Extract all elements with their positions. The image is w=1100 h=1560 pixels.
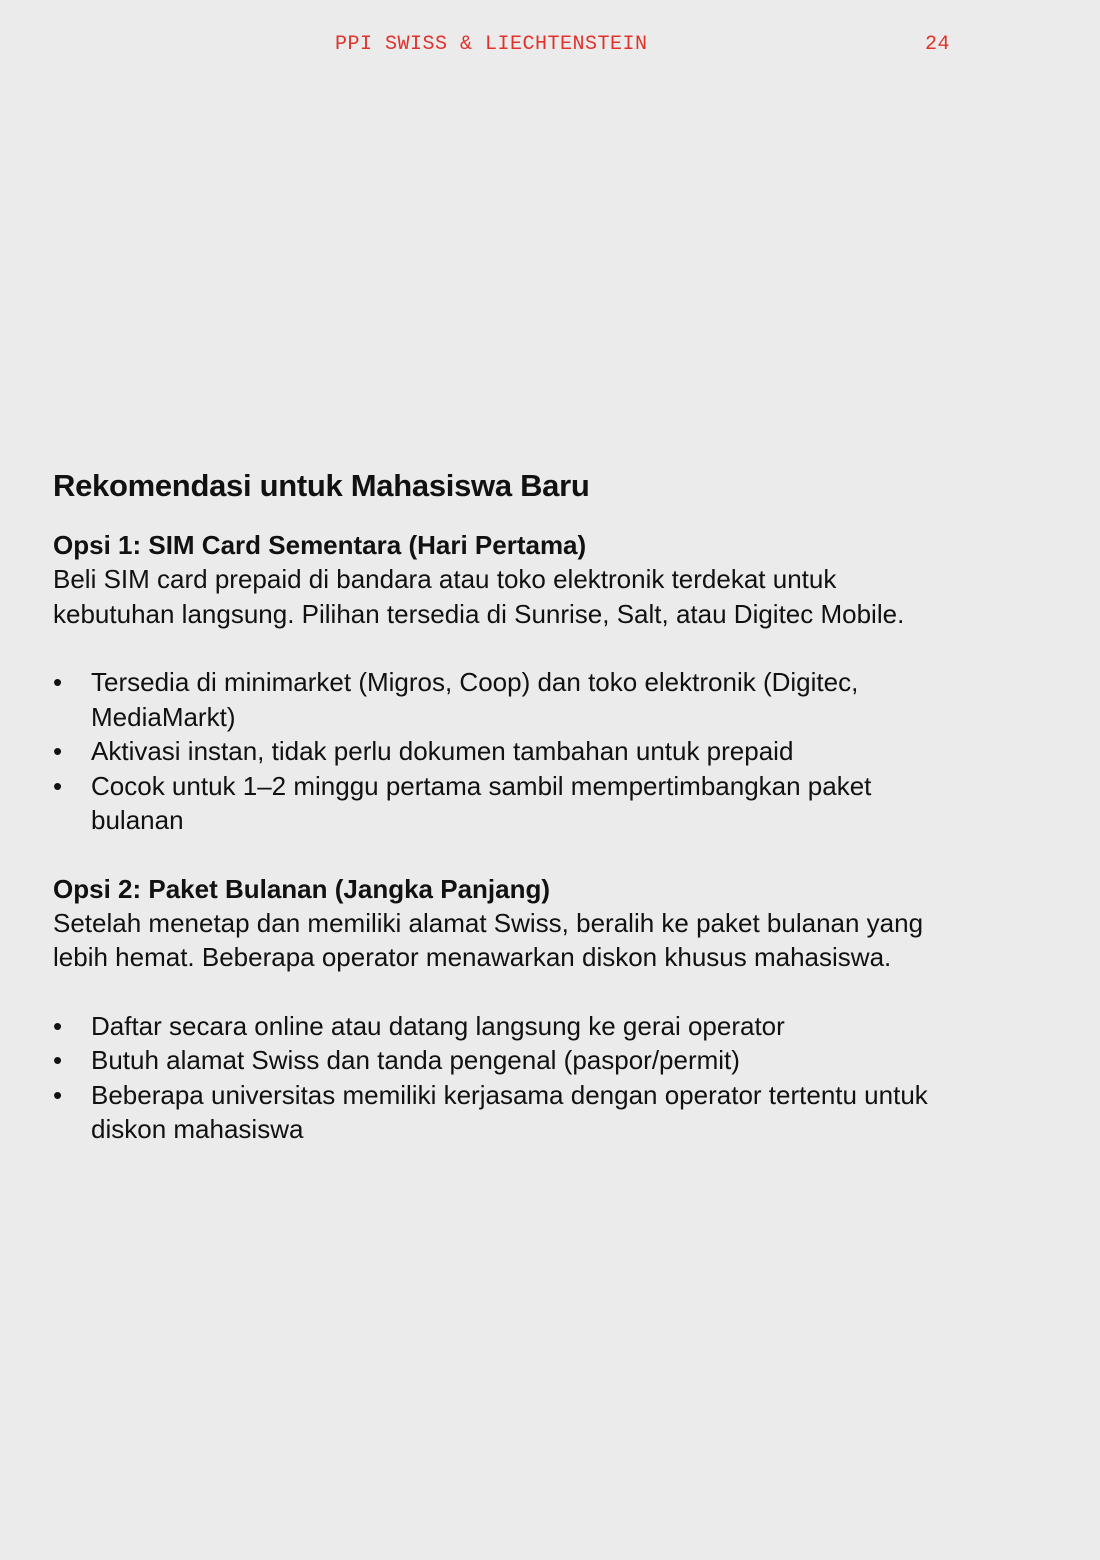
option-block-2 [53,872,963,1147]
bullet-icon: • [53,1045,63,1075]
section-heading: Rekomendasi untuk Mahasiswa Baru [53,468,590,503]
list-item [53,769,963,838]
list-item [53,734,963,769]
page-number: 24 [925,33,951,56]
bullet-icon: • [53,1079,63,1110]
option-description: Beli SIM card prepaid di bandara atau toko elektronik terdekat untuk kebutuhan langsung. Pilihan tersedia di Sunrise, Salt, atau Digitec Mobile. [53,564,905,629]
bullet-list [53,665,963,838]
option-title: Opsi 1: SIM Card Sementara (Hari Pertama) [53,530,587,560]
option-block-1 [53,528,963,838]
bullet-icon: • [53,1010,63,1041]
list-item-text: Cocok untuk 1–2 minggu pertama sambil mempertimbangkan paket bulanan [91,770,872,835]
running-header [0,33,1100,59]
list-item-text: Butuh alamat Swiss dan tanda pengenal (paspor/permit) [91,1045,740,1075]
list-item [53,1078,963,1147]
bullet-icon: • [53,770,63,801]
bullet-icon: • [53,736,63,766]
main-content [53,466,963,1147]
option-title: Opsi 2: Paket Bulanan (Jangka Panjang) [53,873,551,904]
list-item [53,665,963,734]
list-item [53,1043,963,1078]
list-item-text: Aktivasi instan, tidak perlu dokumen tambahan untuk prepaid [91,736,794,766]
list-item-text: Beberapa universitas memiliki kerjasama dengan operator tertentu untuk diskon mahasiswa [91,1079,928,1144]
document-title: PPI SWISS & LIECHTENSTEIN [335,33,648,56]
option-description: Setelah menetap dan memiliki alamat Swiss, beralih ke paket bulanan yang lebih hemat. Beberapa operator menawarkan diskon khusus mahasiswa. [53,907,924,972]
bullet-icon: • [53,667,63,697]
bullet-list [53,1009,963,1147]
list-item [53,1009,963,1044]
list-item-text: Tersedia di minimarket (Migros, Coop) dan toko elektronik (Digitec, MediaMarkt) [91,667,859,732]
list-item-text: Daftar secara online atau datang langsung ke gerai operator [91,1010,785,1041]
